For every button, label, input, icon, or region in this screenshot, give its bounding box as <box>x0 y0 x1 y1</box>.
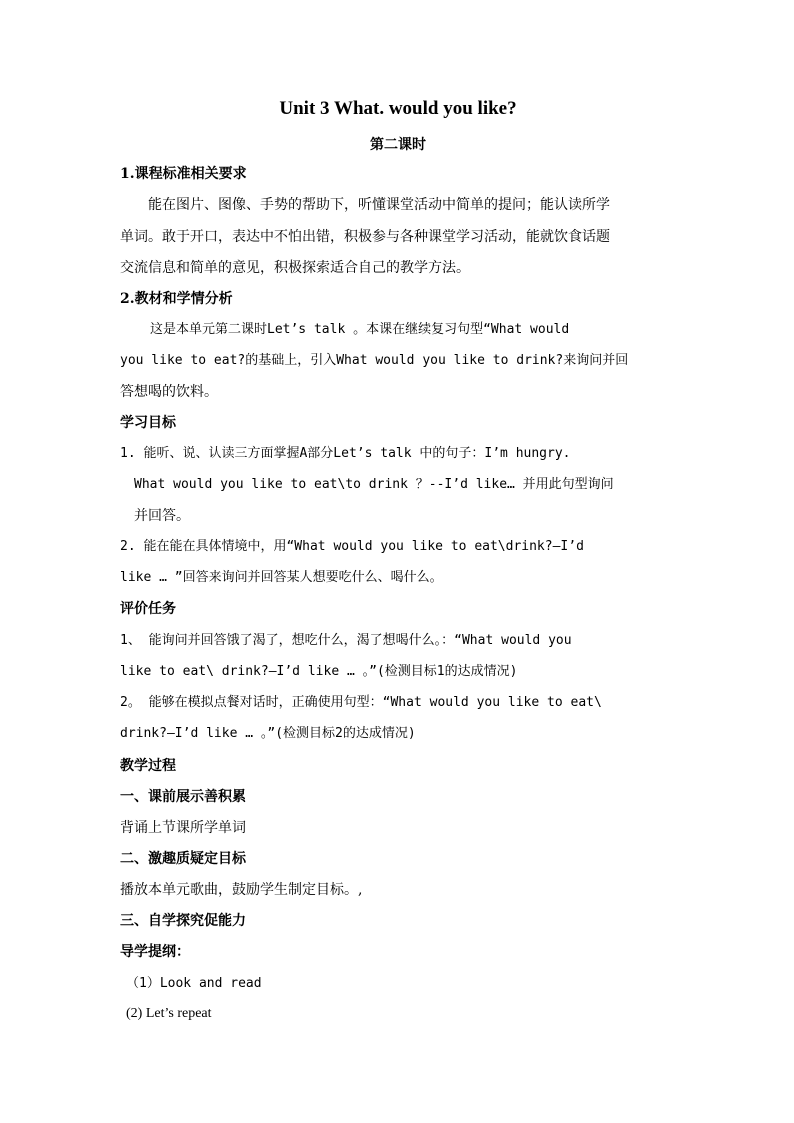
guide-outline-heading: 导学提纲： <box>120 944 190 960</box>
goal-item-line: 2. 能在能在具体情境中，用“What would you like to eat\drink?—I’d <box>120 539 584 554</box>
guide-outline-item: （1）Look and read <box>126 976 262 991</box>
section-heading-evaluation: 评价任务 <box>120 601 176 617</box>
lesson-subtitle: 第二课时 <box>370 137 426 153</box>
process-step-text: 播放本单元歌曲，鼓励学生制定目标。, <box>120 882 363 898</box>
section-heading-goals: 学习目标 <box>120 415 176 431</box>
goal-item-line: like … ”回答来询问并回答某人想要吃什么、喝什么。 <box>120 570 443 585</box>
evaluation-item-line: drink?—I’d like … 。”(检测目标2的达成情况) <box>120 726 416 741</box>
process-step-text: 背诵上节课所学单词 <box>120 820 246 836</box>
goal-item-line: 并回答。 <box>134 508 190 524</box>
goal-item-line: 1. 能听、说、认读三方面掌握A部分Let’s talk 中的句子：I’m hungry. <box>120 446 571 461</box>
guide-outline-item: (2) Let’s repeat <box>126 1006 212 1021</box>
evaluation-item-line: 1、 能询问并回答饿了渴了，想吃什么，渴了想喝什么。：“What would you <box>120 633 572 648</box>
process-step-heading: 三、自学探究促能力 <box>120 913 246 929</box>
standards-paragraph-line: 交流信息和简单的意见，积极探索适合自己的教学方法。 <box>120 260 470 276</box>
standards-paragraph-line: 能在图片、图像、手势的帮助下，听懂课堂活动中简单的提问；能认读所学 <box>148 197 610 213</box>
document-title: Unit 3 What. would you like? <box>279 98 517 119</box>
evaluation-item-line: 2。 能够在模拟点餐对话时，正确使用句型：“What would you like to eat\ <box>120 695 602 710</box>
section-heading-analysis: 2.教材和学情分析 <box>120 291 233 307</box>
analysis-paragraph-line: you like to eat?的基础上，引入What would you like to drink?来询问并回 <box>120 353 629 368</box>
goal-item-line: What would you like to eat\to drink ？--I’d like… 并用此句型询问 <box>134 477 614 492</box>
section-heading-standards: 1.课程标准相关要求 <box>120 166 247 182</box>
analysis-paragraph-line: 这是本单元第二课时Let’s talk 。本课在继续复习句型“What would <box>150 322 570 337</box>
standards-paragraph-line: 单词。敢于开口，表达中不怕出错，积极参与各种课堂学习活动，能就饮食话题 <box>120 229 610 245</box>
section-heading-process: 教学过程 <box>120 758 176 774</box>
process-step-heading: 一、课前展示善积累 <box>120 789 246 805</box>
evaluation-item-line: like to eat\ drink?—I’d like … 。”(检测目标1的达成情况) <box>120 664 518 679</box>
analysis-paragraph-line: 答想喝的饮料。 <box>120 384 218 400</box>
process-step-heading: 二、激趣质疑定目标 <box>120 851 246 867</box>
